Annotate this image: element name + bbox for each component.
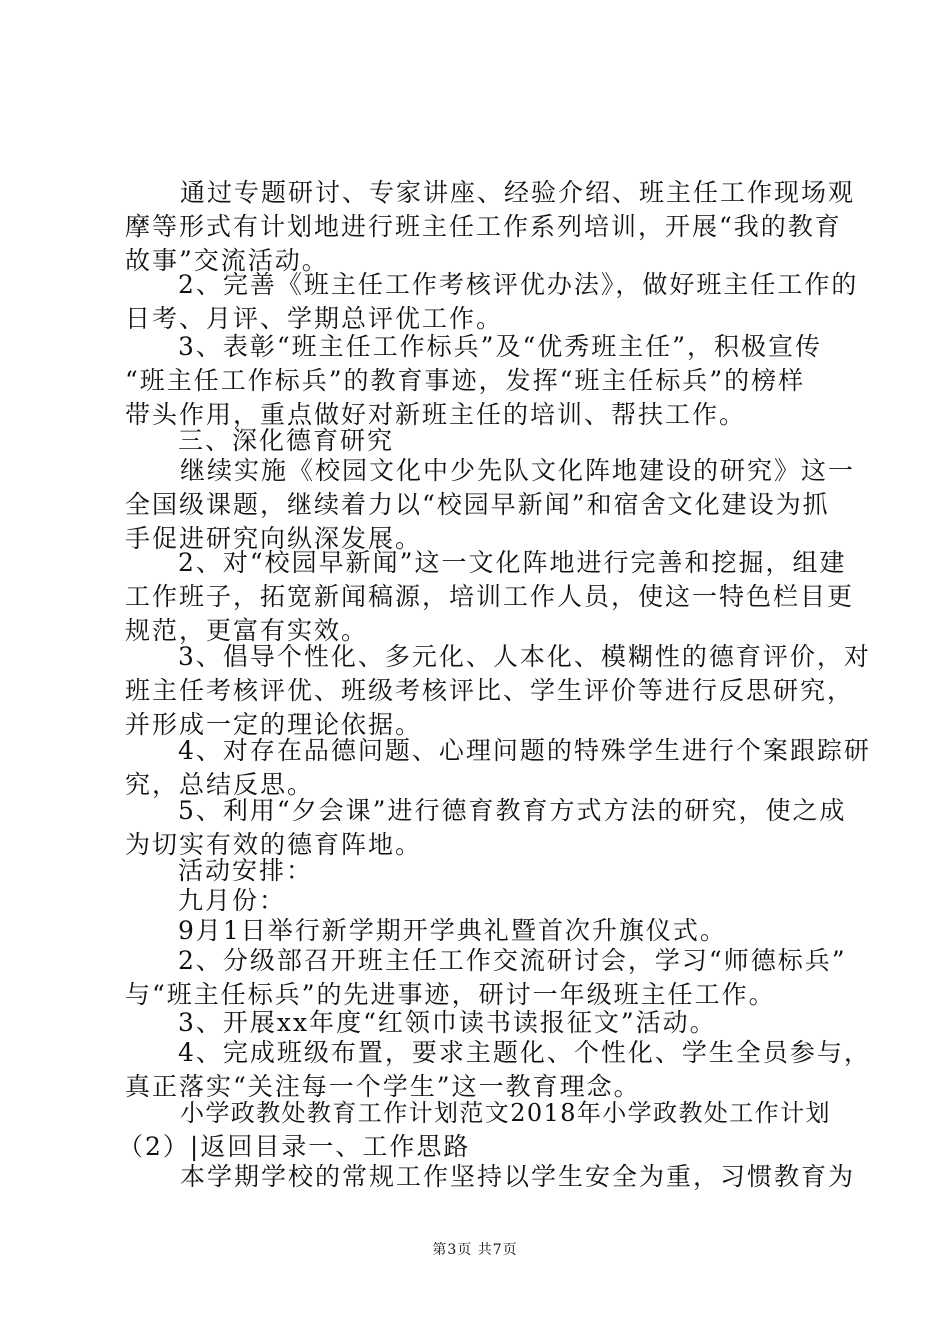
text-line-23: 活动安排：	[178, 856, 314, 885]
text-line-16: 3、倡导个性化、多元化、人本化、模糊性的德育评价，对	[178, 642, 871, 671]
text-line-14: 工作班子，拓宽新闻稿源，培训工作人员，使这一特色栏目更	[125, 582, 855, 611]
text-line-3: 故事”交流活动。	[125, 246, 329, 275]
text-line-20: 究，总结反思。	[125, 770, 315, 799]
text-line-13: 2、对“校园早新闻”这一文化阵地进行完善和挖掘，组建	[178, 548, 847, 577]
text-line-8: 带头作用，重点做好对新班主任的培训、帮扶工作。	[125, 400, 747, 429]
text-line-7: “班主任工作标兵”的教育事迹，发挥“班主任标兵”的榜样	[125, 366, 806, 395]
text-line-12: 手促进研究向纵深发展。	[125, 524, 423, 553]
text-line-15: 规范，更富有实效。	[125, 616, 369, 645]
text-line-18: 并形成一定的理论依据。	[125, 710, 423, 739]
text-line-2: 摩等形式有计划地进行班主任工作系列培训，开展“我的教育	[125, 212, 842, 241]
text-line-4: 2、完善《班主任工作考核评优办法》，做好班主任工作的	[178, 270, 859, 299]
text-line-11: 全国级课题，继续着力以“校园早新闻”和宿舍文化建设为抓	[125, 490, 830, 519]
text-line-25: 9月1日举行新学期开学典礼暨首次升旗仪式。	[178, 916, 727, 945]
text-line-32: （2）|返回目录一、工作思路	[118, 1132, 471, 1161]
text-line-21: 5、利用“夕会课”进行德育教育方式方法的研究，使之成	[178, 796, 847, 825]
text-line-28: 3、开展xx年度“红领巾读书读报征文”活动。	[178, 1008, 717, 1037]
text-line-22: 为切实有效的德育阵地。	[125, 830, 423, 859]
text-line-30: 真正落实“关注每一个学生”这一教育理念。	[125, 1072, 641, 1101]
section-heading: 三、深化德育研究	[178, 426, 395, 455]
text-line-26: 2、分级部召开班主任工作交流研讨会，学习“师德标兵”	[178, 946, 847, 975]
text-line-27: 与“班主任标兵”的先进事迹，研讨一年级班主任工作。	[125, 980, 776, 1009]
text-line-31: 小学政教处教育工作计划范文2018年小学政教处工作计划	[180, 1099, 831, 1127]
page-footer: 第3页 共7页	[432, 1242, 518, 1258]
text-line-5: 日考、月评、学期总评优工作。	[125, 304, 504, 333]
text-line-10: 继续实施《校园文化中少先队文化阵地建设的研究》这一	[180, 456, 856, 485]
text-line-24: 九月份：	[178, 886, 287, 915]
text-line-19: 4、对存在品德问题、心理问题的特殊学生进行个案跟踪研	[178, 736, 871, 765]
text-line-6: 3、表彰“班主任工作标兵”及“优秀班主任”，积极宣传	[178, 332, 823, 361]
text-line-33: 本学期学校的常规工作坚持以学生安全为重，习惯教育为	[180, 1162, 856, 1191]
text-line-1: 通过专题研讨、专家讲座、经验介绍、班主任工作现场观	[180, 178, 856, 207]
text-line-17: 班主任考核评优、班级考核评比、学生评价等进行反思研究，	[125, 676, 855, 705]
text-line-29: 4、完成班级布置，要求主题化、个性化、学生全员参与，	[178, 1038, 871, 1067]
